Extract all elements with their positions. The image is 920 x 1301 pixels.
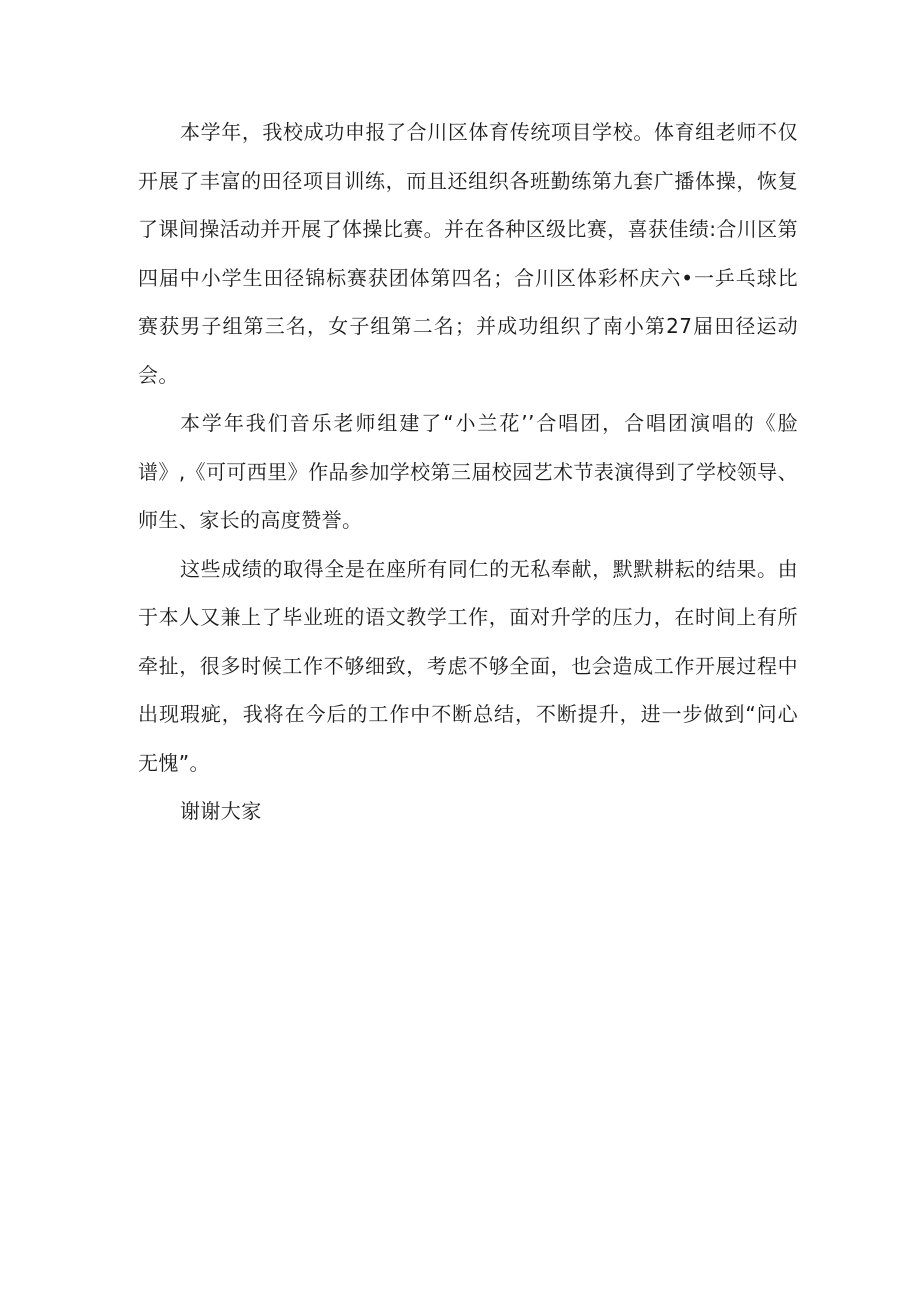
paragraph-music: 本学年我们音乐老师组建了“小兰花’’合唱团，合唱团演唱的《脸谱》,《可可西里》作品参加学校第三届校园艺术节表演得到了学校领导、师生、家长的高度赞誉。 [138,411,798,532]
paragraph-summary: 这些成绩的取得全是在座所有同仁的无私奉献，默默耕耘的结果。由于本人又兼上了毕业班的语文教学工作，面对升学的压力，在时间上有所牵扯，很多时候工作不够细致，考虑不够全面，也会造成工作开展过程中出现瑕疵，我将在今后的工作中不断总结，不断提升，进一步做到“问心无愧”。 [138,556,798,775]
document-body [138,108,798,836]
paragraph-sports: 本学年，我校成功申报了合川区体育传统项目学校。体育组老师不仅开展了丰富的田径项目训练，而且还组织各班勤练第九套广播体操，恢复了课间操活动并开展了体操比赛。并在各种区级比赛，喜获佳绩:合川区第四届中小学生田径锦标赛获团体第四名；合川区体彩杯庆六•一乒乓球比赛获男子组第三名，女子组第二名；并成功组织了南小第27届田径运动会。 [138,120,798,387]
closing-line: 谢谢大家 [180,799,262,823]
